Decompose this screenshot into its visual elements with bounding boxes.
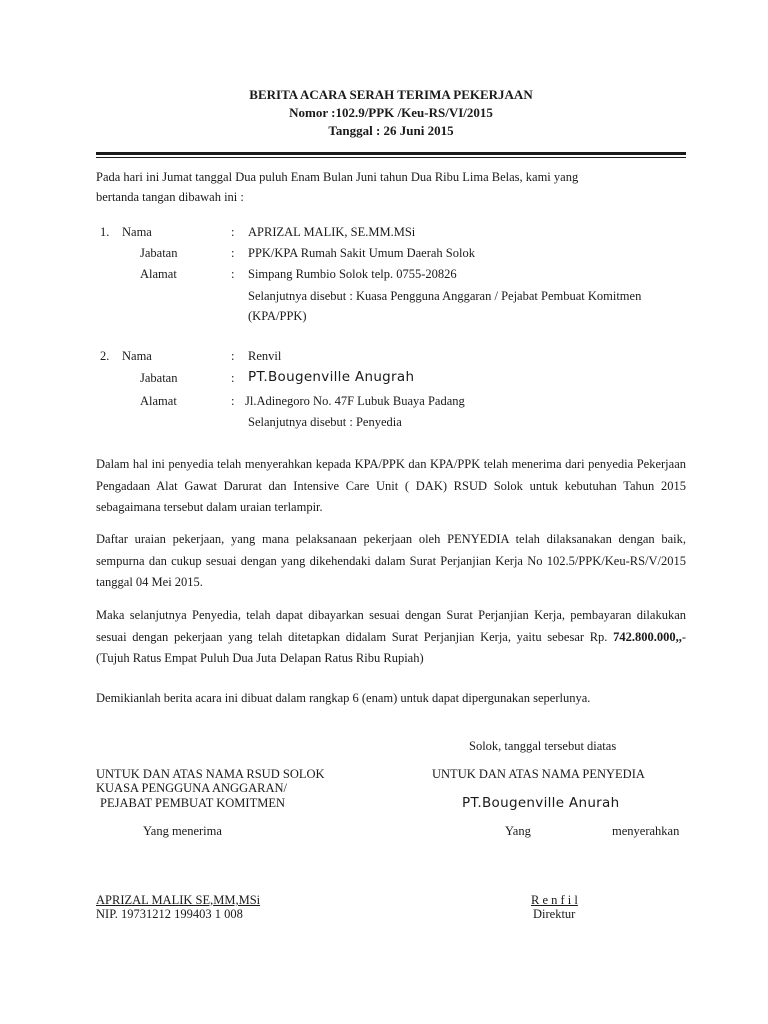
party-2-jabatan-colon: :	[231, 371, 235, 385]
party-1-alamat-label: Alamat	[140, 267, 177, 281]
intro-line-2: bertanda tangan dibawah ini :	[96, 190, 244, 204]
left-signatory-nip: NIP. 19731212 199403 1 008	[96, 907, 243, 921]
party-1-name: APRIZAL MALIK, SE.MM.MSi	[248, 225, 416, 239]
party-2-alamat-label: Alamat	[140, 394, 177, 408]
party-2-note-line-1: Selanjutnya disebut : Penyedia	[248, 415, 402, 429]
paragraph-handover: Dalam hal ini penyedia telah menyerahkan kepada KPA/PPK dan KPA/PPK telah menerima dari penyedia Pekerjaan Pengadaan Alat Gawat Darurat dan Intensive Care Unit ( DAK) RSUD Solok untuk kebutuhan Tahun 2015 sebagaimana tersebut dalam uraian terlampir.	[96, 457, 686, 514]
right-role-word-1: Yang	[505, 824, 531, 838]
left-signatory-line-3: PEJABAT PEMBUAT KOMITMEN	[100, 796, 285, 810]
left-signatory-line-1: UNTUK DAN ATAS NAMA RSUD SOLOK	[96, 767, 325, 781]
party-2-jabatan: PT.Bougenville Anugrah	[248, 369, 415, 385]
party-2-name-colon: :	[231, 349, 235, 363]
party-2-name: Renvil	[248, 349, 282, 363]
right-signatory-name: R e n f i l	[531, 893, 578, 907]
header-rule-thin	[96, 157, 686, 158]
party-1-jabatan-label: Jabatan	[140, 246, 178, 260]
party-2-jabatan-label: Jabatan	[140, 371, 178, 385]
party-1-jabatan-colon: :	[231, 246, 235, 260]
party-2-alamat-colon: :	[231, 394, 235, 408]
header-rule-thick	[96, 152, 686, 155]
payment-in-words: -(Tujuh Ratus Empat Puluh Dua Juta Delapan Ratus Ribu Rupiah)	[96, 629, 686, 665]
right-signatory-company: PT.Bougenville Anurah	[462, 795, 620, 811]
party-2-alamat: Jl.Adinegoro No. 47F Lubuk Buaya Padang	[245, 394, 465, 408]
document-title: BERITA ACARA SERAH TERIMA PEKERJAAN	[249, 87, 533, 102]
left-role: Yang menerima	[143, 824, 222, 838]
party-1-alamat: Simpang Rumbio Solok telp. 0755-20826	[248, 267, 457, 281]
intro-line-1: Pada hari ini Jumat tanggal Dua puluh Enam Bulan Juni tahun Dua Ribu Lima Belas, kami yang	[96, 170, 579, 184]
party-2-number: 2.	[100, 349, 110, 363]
right-signatory-title: Direktur	[533, 907, 576, 921]
document-date: Tanggal : 26 Juni 2015	[328, 123, 454, 138]
right-role-word-2: menyerahkan	[612, 824, 680, 838]
left-signatory-line-2: KUASA PENGGUNA ANGGARAN/	[96, 781, 287, 795]
place-date: Solok, tanggal tersebut diatas	[469, 739, 617, 753]
payment-amount: 742.800.000,,	[613, 629, 682, 644]
document-number: Nomor :102.9/PPK /Keu-RS/VI/2015	[289, 105, 493, 120]
paragraph-work-list: Daftar uraian pekerjaan, yang mana pelaksanaan pekerjaan oleh PENYEDIA telah dilaksanakan dengan baik, sempurna dan cukup sesuai dengan yang dikehendaki dalam Surat Perjanjian Kerja No 102.5/PPK/Keu-RS/V/2015 tanggal 04 Mei 2015.	[96, 532, 686, 589]
paragraph-closing: Demikianlah berita acara ini dibuat dalam rangkap 6 (enam) untuk dapat dipergunakan seperlunya.	[96, 691, 591, 705]
right-signatory-line-1: UNTUK DAN ATAS NAMA PENYEDIA	[432, 767, 645, 781]
party-1-note-line-2: (KPA/PPK)	[248, 309, 307, 323]
party-1-number: 1.	[100, 225, 110, 239]
paragraph-payment	[96, 605, 686, 670]
party-1-name-colon: :	[231, 225, 235, 239]
left-signatory-name: APRIZAL MALIK SE,MM,MSi	[96, 893, 261, 907]
party-1-jabatan: PPK/KPA Rumah Sakit Umum Daerah Solok	[248, 246, 475, 260]
payment-text: Maka selanjutnya Penyedia, telah dapat dibayarkan sesuai dengan Surat Perjanjian Kerja, pembayaran dilakukan sesuai dengan pekerjaan yang telah ditetapkan didalam Surat Perjanjian Kerja, yaitu sebesar	[96, 608, 686, 644]
party-1-alamat-colon: :	[231, 267, 235, 281]
party-2-name-label: Nama	[122, 349, 152, 363]
payment-currency: Rp.	[589, 629, 614, 644]
party-1-note-line-1: Selanjutnya disebut : Kuasa Pengguna Anggaran / Pejabat Pembuat Komitmen	[248, 289, 642, 303]
party-1-name-label: Nama	[122, 225, 152, 239]
